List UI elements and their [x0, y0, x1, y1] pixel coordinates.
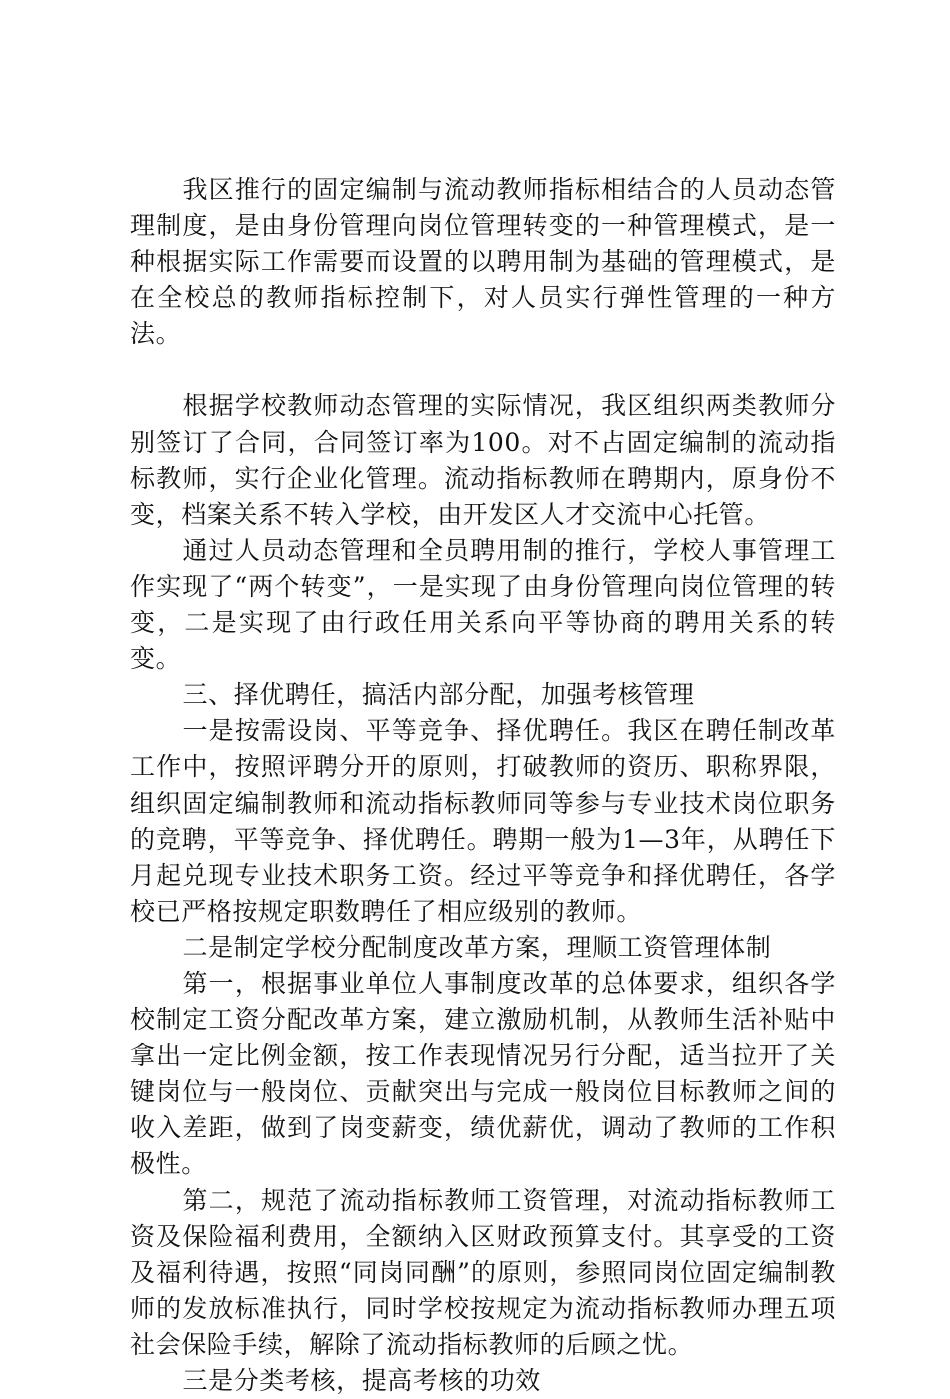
- section-heading-three: 三、择优聘任，搞活内部分配，加强考核管理: [182, 680, 695, 710]
- paragraph-dynamic-management: 我区推行的固定编制与流动教师指标相结合的人员动态管理制度，是由身份管理向岗位管理转变的一种管理模式，是一种根据实际工作需要而设置的以聘用制为基础的管理模式，是在全校总的教师指标控制下，对人员实行弹性管理的一种方法。: [130, 175, 836, 349]
- paragraph-two-transformations: 通过人员动态管理和全员聘用制的推行，学校人事管理工作实现了“两个转变”，一是实现了由身份管理向岗位管理的转变，二是实现了由行政任用关系向平等协商的聘用关系的转变。: [130, 535, 836, 674]
- paragraph-second-salary-management: 第二，规范了流动指标教师工资管理，对流动指标教师工资及保险福利费用，全额纳入区财政预算支付。其享受的工资及福利待遇，按照“同岗同酬”的原则，参照同岗位固定编制教师的发放标准执行，同时学校按规定为流动指标教师办理五项社会保险手续，解除了流动指标教师的后顾之忧。: [130, 1185, 836, 1359]
- paragraph-contract-signing: 根据学校教师动态管理的实际情况，我区组织两类教师分别签订了合同，合同签订率为100。对不占固定编制的流动指标教师，实行企业化管理。流动指标教师在聘期内，原身份不变，档案关系不转入学校，由开发区人才交流中心托管。: [130, 391, 836, 529]
- subheading-salary-reform: 二是制定学校分配制度改革方案，理顺工资管理体制: [182, 932, 772, 962]
- subheading-classified-assessment: 三是分类考核，提高考核的功效: [182, 1366, 541, 1395]
- paragraph-competitive-hiring: 一是按需设岗、平等竞争、择优聘任。我区在聘任制改革工作中，按照评聘分开的原则，打破教师的资历、职称界限，组织固定编制教师和流动指标教师同等参与专业技术岗位职务的竞聘，平等竞争、择优聘任。聘期一般为1—3年，从聘任下月起兑现专业技术职务工资。经过平等竞争和择优聘任，各学校已严格按规定职数聘任了相应级别的教师。: [130, 716, 836, 926]
- document-body: [130, 172, 836, 1399]
- paragraph-first-salary-plan: 第一，根据事业单位人事制度改革的总体要求，组织各学校制定工资分配改革方案，建立激励机制，从教师生活补贴中拿出一定比例金额，按工作表现情况另行分配，适当拉开了关键岗位与一般岗位、贡献突出与完成一般岗位目标教师之间的收入差距，做到了岗变薪变，绩优薪优，调动了教师的工作积极性。: [130, 968, 836, 1179]
